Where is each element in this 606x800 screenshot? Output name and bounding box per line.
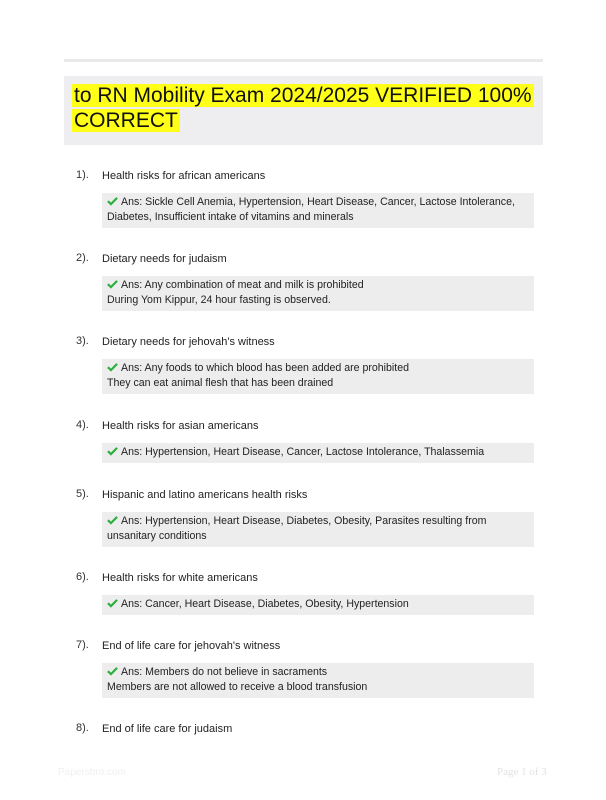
checkmark-icon bbox=[107, 279, 118, 289]
answer-box bbox=[102, 443, 534, 463]
checkmark-icon bbox=[107, 362, 118, 372]
question-text: End of life care for jehovah's witness bbox=[102, 640, 281, 652]
question-text: Dietary needs for jehovah's witness bbox=[102, 336, 275, 348]
question-number: 8). bbox=[76, 722, 89, 734]
question-number: 6). bbox=[76, 571, 89, 583]
checkmark-icon bbox=[107, 515, 118, 525]
answer-line: Diabetes, Insufficient intake of vitamins and minerals bbox=[107, 211, 354, 223]
answer-line: unsanitary conditions bbox=[107, 530, 207, 542]
qa-item-5 bbox=[64, 487, 543, 542]
answer-box bbox=[102, 193, 534, 228]
answer-line: Ans: Hypertension, Heart Disease, Cancer, Lactose Intolerance, Thalassemia bbox=[121, 446, 485, 458]
answer-line: Ans: Any combination of meat and milk is prohibited bbox=[121, 279, 364, 291]
qa-item-3 bbox=[64, 334, 543, 389]
question-text: Health risks for asian americans bbox=[102, 420, 259, 432]
answer-box bbox=[102, 276, 534, 311]
checkmark-icon bbox=[107, 446, 118, 456]
qa-item-7 bbox=[64, 638, 543, 693]
title-banner bbox=[64, 76, 543, 145]
checkmark-icon bbox=[107, 666, 118, 676]
answer-line: Ans: Hypertension, Heart Disease, Diabetes, Obesity, Parasites resulting from bbox=[121, 515, 487, 527]
qa-item-4 bbox=[64, 418, 543, 458]
answer-line: Ans: Sickle Cell Anemia, Hypertension, Heart Disease, Cancer, Lactose Intolerance, bbox=[121, 196, 515, 208]
question-text: End of life care for judaism bbox=[102, 723, 233, 735]
qa-item-2 bbox=[64, 251, 543, 306]
answer-line: Ans: Members do not believe in sacraments bbox=[121, 666, 328, 678]
document-title: to RN Mobility Exam 2024/2025 VERIFIED 100% CORRECT bbox=[74, 84, 532, 132]
question-number: 3). bbox=[76, 335, 89, 347]
question-number: 1). bbox=[76, 169, 89, 181]
question-number: 4). bbox=[76, 419, 89, 431]
question-text: Health risks for white americans bbox=[102, 572, 258, 584]
top-divider bbox=[64, 59, 543, 62]
answer-box bbox=[102, 512, 534, 547]
question-text: Hispanic and latino americans health risks bbox=[102, 489, 308, 501]
checkmark-icon bbox=[107, 598, 118, 608]
answer-box bbox=[102, 359, 534, 394]
answer-line: During Yom Kippur, 24 hour fasting is observed. bbox=[107, 294, 331, 306]
page-number: Page 1 of 3 bbox=[497, 766, 547, 778]
question-number: 5). bbox=[76, 488, 89, 500]
answer-box bbox=[102, 663, 534, 698]
question-number: 2). bbox=[76, 252, 89, 264]
qa-item-6 bbox=[64, 570, 543, 610]
answer-line: Ans: Cancer, Heart Disease, Diabetes, Obesity, Hypertension bbox=[121, 598, 409, 610]
checkmark-icon bbox=[107, 196, 118, 206]
question-text: Dietary needs for judaism bbox=[102, 253, 227, 265]
answer-line: Members are not allowed to receive a blood transfusion bbox=[107, 681, 368, 693]
qa-item-1 bbox=[64, 168, 543, 223]
answer-box bbox=[102, 595, 534, 615]
question-number: 7). bbox=[76, 639, 89, 651]
qa-item-8 bbox=[64, 721, 543, 737]
answer-line: Ans: Any foods to which blood has been added are prohibited bbox=[121, 362, 410, 374]
answer-line: They can eat animal flesh that has been drained bbox=[107, 377, 334, 389]
question-text: Health risks for african americans bbox=[102, 170, 266, 182]
footer-site: Papersbro.com bbox=[58, 767, 126, 778]
